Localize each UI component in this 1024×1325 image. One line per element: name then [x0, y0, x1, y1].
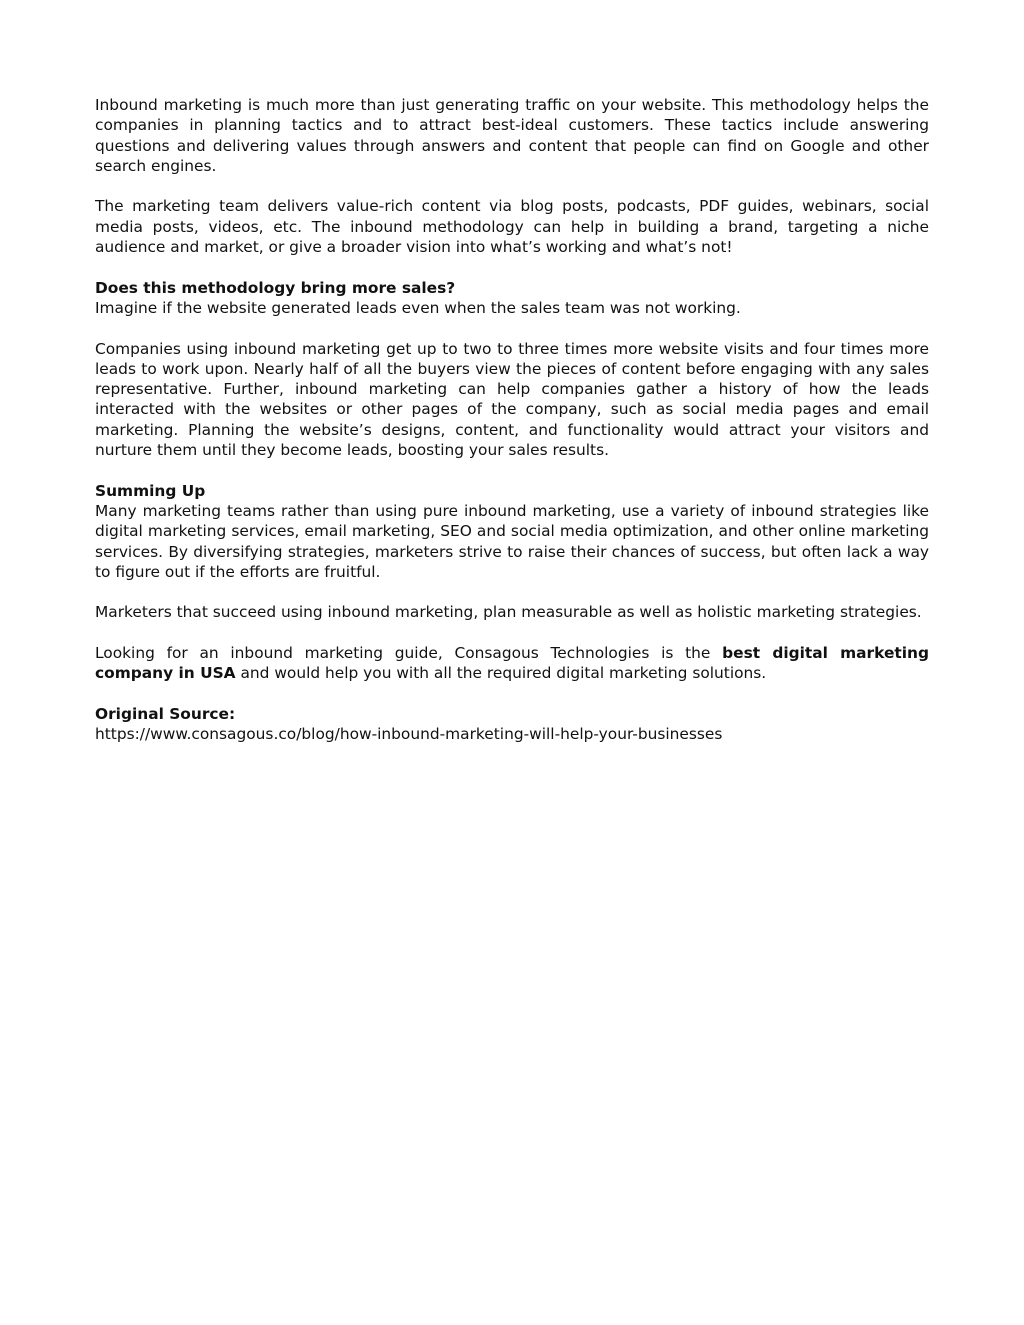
- guide-text-before: Looking for an inbound marketing guide, Consagous Technologies is the: [95, 644, 723, 663]
- document-page: [95, 95, 929, 765]
- sales-heading: Does this methodology bring more sales?: [95, 278, 456, 297]
- marketers-paragraph: Marketers that succeed using inbound marketing, plan measurable as well as holistic marketing strategies.: [95, 603, 922, 622]
- source-link[interactable]: https://www.consagous.co/blog/how-inbound-marketing-will-help-your-businesses: [95, 725, 723, 744]
- guide-bold-text: best digital marketing company in USA: [95, 644, 929, 683]
- summing-paragraph: Many marketing teams rather than using pure inbound marketing, use a variety of inbound strategies like digital marketing services, email marketing, SEO and social media optimization, and other online marketing services. By diversifying strategies, marketers strive to raise their chances of success, but often lack a way to figure out if the efforts are fruitful.: [95, 501, 929, 581]
- summing-section: [95, 481, 929, 582]
- summing-heading: Summing Up: [95, 481, 206, 500]
- companies-paragraph: Companies using inbound marketing get up to two to three times more website visits and four times more leads to work upon. Nearly half of all the buyers view the pieces of content before engaging with any sales representative. Further, inbound marketing can help companies gather a history of how the leads interacted with the websites or other pages of the company, such as social media pages and email marketing. Planning the website’s designs, content, and functionality would attract your visitors and nurture them until they become leads, boosting your sales results.: [95, 339, 929, 460]
- sales-section: [95, 278, 929, 319]
- guide-text-after: and would help you with all the required digital marketing solutions.: [235, 664, 767, 683]
- content-paragraph: The marketing team delivers value-rich content via blog posts, podcasts, PDF guides, webinars, social media posts, videos, etc. The inbound methodology can help in building a brand, targeting a niche audience and market, or give a broader vision into what’s working and what’s not!: [95, 197, 929, 257]
- intro-paragraph: Inbound marketing is much more than just generating traffic on your website. This methodology helps the companies in planning tactics and to attract best-ideal customers. These tactics include answering questions and delivering values through answers and content that people can find on Google and other search engines.: [95, 96, 929, 175]
- sales-paragraph: Imagine if the website generated leads even when the sales team was not working.: [95, 298, 741, 317]
- source-section: [95, 704, 929, 745]
- guide-paragraph: [95, 643, 929, 684]
- source-heading: Original Source:: [95, 704, 236, 723]
